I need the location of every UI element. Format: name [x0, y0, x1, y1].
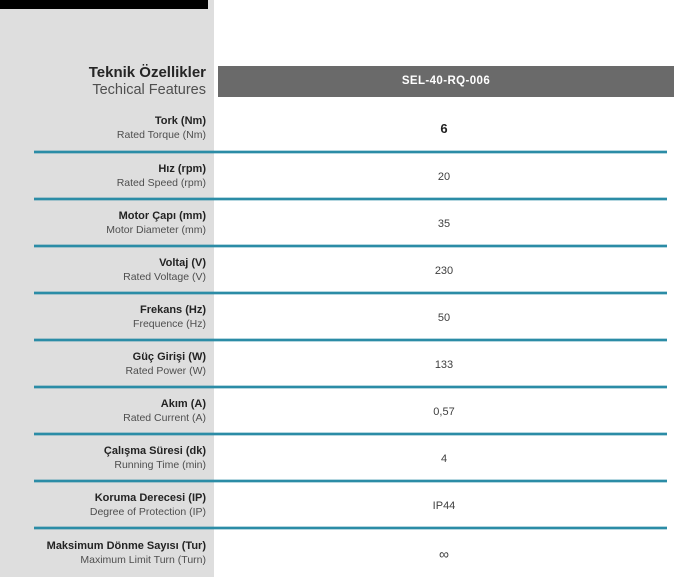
row-label-tr: Voltaj (V)	[159, 257, 206, 269]
row-label-tr: Frekans (Hz)	[139, 304, 206, 316]
row-label	[0, 481, 214, 528]
spec-row-current	[0, 387, 695, 434]
row-label-tr: Hız (rpm)	[158, 163, 206, 175]
spec-row-limit-turn	[0, 528, 695, 577]
row-label-tr: Tork (Nm)	[154, 114, 206, 127]
row-value-cell	[214, 293, 695, 340]
model-header-cell	[214, 60, 695, 102]
row-label-en: Rated Voltage (V)	[123, 271, 206, 283]
model-header-bar	[218, 66, 674, 97]
row-value: 0,57	[433, 405, 455, 418]
row-value-cell	[214, 340, 695, 387]
row-value: 50	[437, 311, 451, 324]
row-label-tr: Akım (A)	[160, 398, 206, 410]
row-label-en: Degree of Protection (IP)	[89, 506, 206, 518]
row-label	[0, 434, 214, 481]
row-value: 133	[434, 358, 454, 371]
row-value: ∞	[439, 545, 449, 562]
row-value-cell	[214, 102, 695, 152]
table-title-tr: Teknik Özellikler	[88, 63, 206, 81]
spec-row-speed	[0, 152, 695, 199]
row-label-en: Rated Speed (rpm)	[116, 177, 206, 189]
row-value-cell	[214, 246, 695, 293]
row-value: 6	[440, 120, 448, 136]
spec-row-voltage	[0, 246, 695, 293]
spec-row-torque	[0, 102, 695, 152]
spec-row-running-time	[0, 434, 695, 481]
row-label-en: Rated Power (W)	[125, 365, 206, 377]
row-label	[0, 199, 214, 246]
spec-row-diameter	[0, 199, 695, 246]
row-label-en: Motor Diameter (mm)	[106, 224, 206, 236]
row-value-cell	[214, 152, 695, 199]
model-name: SEL-40-RQ-006	[401, 75, 491, 87]
row-value-cell	[214, 481, 695, 528]
row-label-en: Rated Current (A)	[123, 412, 206, 424]
row-value: 20	[437, 170, 451, 183]
row-value-cell	[214, 387, 695, 434]
spec-row-power	[0, 340, 695, 387]
row-label	[0, 293, 214, 340]
row-label-en: Frequence (Hz)	[133, 318, 206, 330]
row-label-en: Rated Torque (Nm)	[116, 128, 206, 141]
row-label-tr: Güç Girişi (W)	[132, 351, 206, 363]
row-value: 230	[434, 264, 454, 277]
row-label	[0, 102, 214, 152]
row-value: 4	[440, 452, 448, 465]
row-value-cell	[214, 528, 695, 577]
row-label-tr: Koruma Derecesi (IP)	[94, 492, 206, 504]
row-label-tr: Çalışma Süresi (dk)	[103, 445, 206, 457]
row-label-en: Maximum Limit Turn (Turn)	[80, 554, 206, 566]
row-label	[0, 152, 214, 199]
row-label-en: Running Time (min)	[114, 459, 206, 471]
row-value-cell	[214, 199, 695, 246]
spec-row-frequency	[0, 293, 695, 340]
spec-row-protection	[0, 481, 695, 528]
row-label	[0, 246, 214, 293]
table-title	[0, 60, 214, 102]
row-label	[0, 528, 214, 577]
row-label	[0, 340, 214, 387]
row-label	[0, 387, 214, 434]
row-label-tr: Maksimum Dönme Sayısı (Tur)	[46, 540, 206, 552]
row-value: 35	[437, 217, 451, 230]
row-value-cell	[214, 434, 695, 481]
row-value: IP44	[432, 499, 456, 512]
table-title-en: Techical Features	[92, 81, 206, 98]
row-label-tr: Motor Çapı (mm)	[118, 210, 206, 222]
header-row	[0, 60, 695, 102]
